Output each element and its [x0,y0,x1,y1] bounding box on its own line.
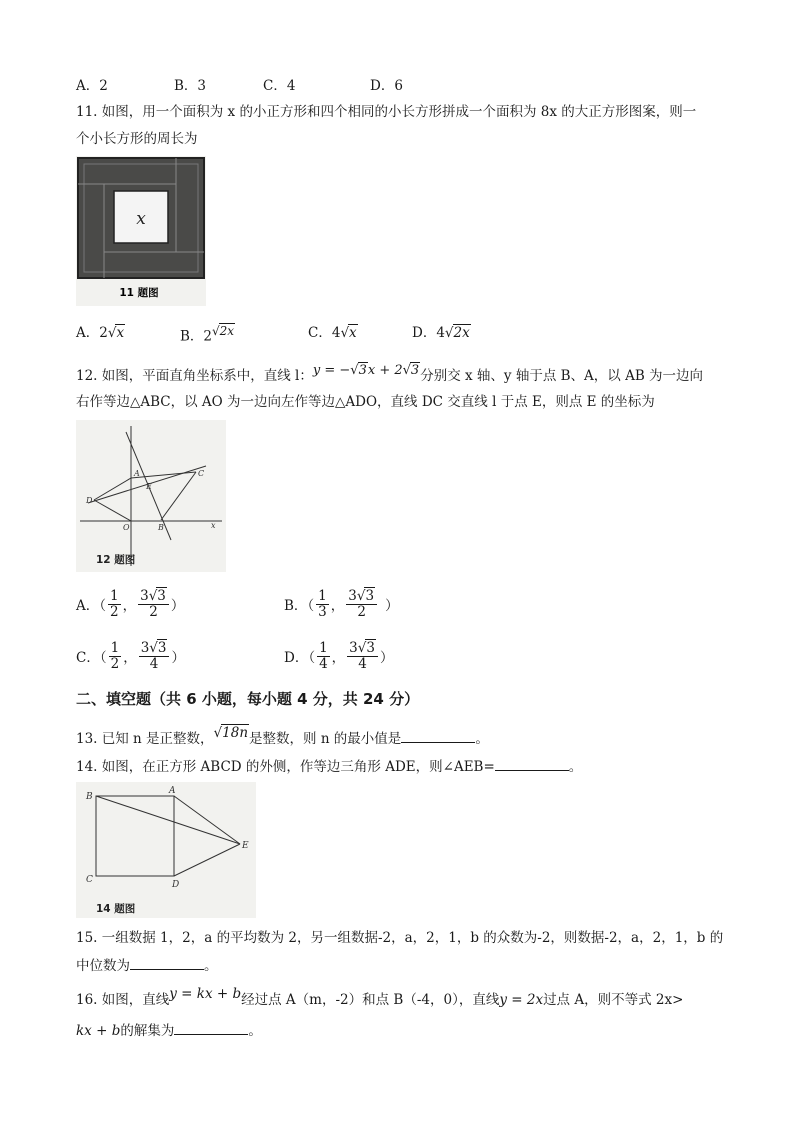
frac-den: 4 [358,655,367,672]
fraction [316,589,329,620]
comma: ， [122,598,137,614]
frac-num [139,641,170,657]
sqrt-symbol: √18n [213,725,249,741]
q11-option-b-coef: 2 [203,328,213,345]
q13-answer-blank[interactable] [401,728,475,743]
q12-stem-line2: 右作等边△ABC，以 AO 为一边向左作等边△ADO，直线 DC 交直线 l 于点 E，则点 E 的坐标为 [76,394,655,410]
q11-option-a-radicand: x [116,325,125,341]
sqrt-symbol: √2x [444,325,470,341]
q11-option-c-radicand: x [349,325,357,341]
q12-equation [313,363,420,378]
q14-figure [76,782,256,918]
q11-figure [76,156,206,306]
q11-option-c [308,323,358,343]
q12-figure-drawing [76,420,226,572]
q12-fig-label-a: A [134,469,140,478]
q15-stem-line1: 15. 一组数据 1，2，a 的平均数为 2，另一组数据-2，a，2，1，b 的众数为-2，则数据-2，a，2，1，b 的 [76,930,724,946]
q12-eq-mid: x + 2 [367,363,403,378]
q12-stem-rest: 分别交 x 轴、y 轴于点 B、A，以 AB 为一边向 [420,368,704,384]
frac-den: 4 [149,655,159,672]
radicand: 3 [366,639,375,656]
sqrt-symbol: √x [340,325,357,341]
q13-end: 。 [475,731,489,747]
frac-den: 2 [110,603,119,620]
q15-answer-blank[interactable] [130,955,204,970]
sqrt-symbol: √3 [149,639,167,656]
q13-stem [76,725,489,749]
radicand: 3 [365,587,375,604]
q11-option-a-coef: 2 [99,325,108,341]
q14-fig-label-a: A [169,786,176,796]
q11-option-b [180,321,235,347]
coef: 3 [348,587,357,604]
q12-eq-radicand-1: 3 [358,363,367,378]
q14-figure-drawing [76,782,256,918]
q11-option-d-radicand: 2x [453,325,470,341]
q16-answer-blank[interactable] [174,1020,248,1035]
q12-caption: 12 题图 [96,554,136,566]
q12-fig-label-x: x [211,521,216,530]
q16-end: 。 [248,1023,262,1039]
frac-den: 4 [319,655,328,672]
fraction [109,641,122,672]
q14-fig-label-c: C [86,875,93,885]
q16-intro: 16. 如图，直线 [76,992,170,1008]
frac-num: 1 [319,639,328,656]
q14-end: 。 [568,759,583,775]
frac-num: 1 [110,587,119,604]
section-title: 二、填空题（共 6 小题，每小题 4 分，共 24 分） [76,690,420,708]
q11-option-a [76,323,125,343]
q11-stem-line2: 个小长方形的周长为 [76,131,198,147]
q12-option-a-label: A．（ [76,598,106,614]
q12-option-a [76,586,184,622]
q12-fig-label-c: C [198,469,205,478]
q12-option-b-label: B．（ [284,598,315,614]
q12-eq-y: y = − [312,363,351,378]
q10-option-d: D．6 [370,78,403,94]
frac-den: 2 [149,603,158,620]
q14-text: 14. 如图，在正方形 ABCD 的外侧，作等边三角形 ADE，则∠AEB= [76,759,495,775]
q12-stem-intro: 12. 如图，平面直角坐标系中，直线 l： [76,368,313,384]
q10-option-c: C．4 [263,78,296,94]
close-paren: ） [385,598,399,614]
q12-option-c-label: C．（ [76,650,107,666]
sqrt-symbol: √x [107,325,125,341]
q14-fig-label-d: D [172,880,180,890]
sqrt-symbol: √3 [350,363,367,378]
q16-eq3: kx + b [76,1023,121,1039]
close-paren: ） [170,598,185,614]
fraction [108,589,121,620]
q15-line2-text: 中位数为 [76,958,130,974]
q16-stem-line1 [76,986,684,1010]
coef: 3 [349,639,358,656]
frac-den: 2 [110,655,120,672]
q14-caption: 14 题图 [96,903,136,915]
q16-stem-line2 [76,1020,262,1041]
sqrt-symbol: √3 [148,587,166,604]
fraction [347,641,378,672]
comma: ， [330,598,345,614]
q12-stem-line1 [76,363,704,387]
q12-option-b [284,586,399,622]
q14-fig-label-b: B [86,792,93,802]
q11-option-d-label: D． [412,325,437,341]
fraction [138,589,169,620]
q11-figure-x-label: x [136,209,146,229]
frac-num [347,641,378,657]
q11-option-b-label: B． [180,328,204,345]
coef: 3 [140,587,149,604]
q11-option-d [412,323,471,343]
q15-stem-line2 [76,955,218,976]
sqrt-symbol: √3 [356,587,375,604]
q12-eq-radicand-2: 3 [410,363,420,378]
q12-option-d [284,638,393,674]
frac-num [346,589,377,605]
q12-figure [76,420,226,572]
q16-eq1: y = kx + b [169,986,242,1002]
q12-fig-label-o: O [123,523,130,532]
coef: 3 [140,639,150,656]
q16-line2-text: 的解集为 [120,1023,175,1039]
radicand: 3 [157,639,167,656]
frac-num: 1 [110,639,120,656]
radicand: 3 [157,587,166,604]
q14-answer-blank[interactable] [495,756,569,771]
q16-eq2: y = 2x [499,992,544,1008]
frac-num [138,589,169,605]
fraction [317,641,330,672]
q11-option-c-label: C． [308,325,332,341]
fraction [346,589,377,620]
q11-option-b-radicand: 2x [219,324,235,338]
q12-fig-label-e: E [146,482,152,491]
sqrt-symbol: √2x [212,324,235,338]
q10-option-a: A．2 [76,78,108,94]
comma: ， [123,650,137,666]
sqrt-symbol: √3 [402,363,420,378]
q11-figure-drawing [76,156,206,306]
comma: ， [331,650,346,666]
q12-fig-label-d: D [86,496,93,505]
q16-mid: 经过点 A（m，-2）和点 B（-4，0），直线 [241,992,500,1008]
frac-num: 1 [318,587,327,604]
frac-den: 2 [357,603,366,620]
q12-fig-label-b: B [158,523,164,532]
q16-rest: 过点 A，则不等式 2x> [543,992,684,1008]
q13-intro: 13. 已知 n 是正整数， [76,731,214,747]
frac-den: 3 [318,603,327,620]
q14-fig-label-e: E [242,841,249,851]
q14-stem [76,756,582,777]
q10-option-b: B．3 [174,78,207,94]
q11-option-d-coef: 4 [436,325,445,341]
close-paren: ） [379,650,394,666]
q12-option-c [76,638,185,674]
q13-rest: 是整数，则 n 的最小值是 [249,731,402,747]
q12-option-d-label: D．（ [284,650,316,666]
q11-caption: 11 题图 [119,287,159,299]
q15-end: 。 [204,958,218,974]
close-paren: ） [171,650,185,666]
q13-radicand: 18n [222,725,249,741]
sqrt-symbol: √3 [357,639,375,656]
fraction [139,641,170,672]
q11-option-c-coef: 4 [331,325,341,341]
q11-option-a-label: A． [76,325,100,341]
q11-stem-line1: 11. 如图，用一个面积为 x 的小正方形和四个相同的小长方形拼成一个面积为 8x 的大正方形图案，则一 [76,104,697,120]
